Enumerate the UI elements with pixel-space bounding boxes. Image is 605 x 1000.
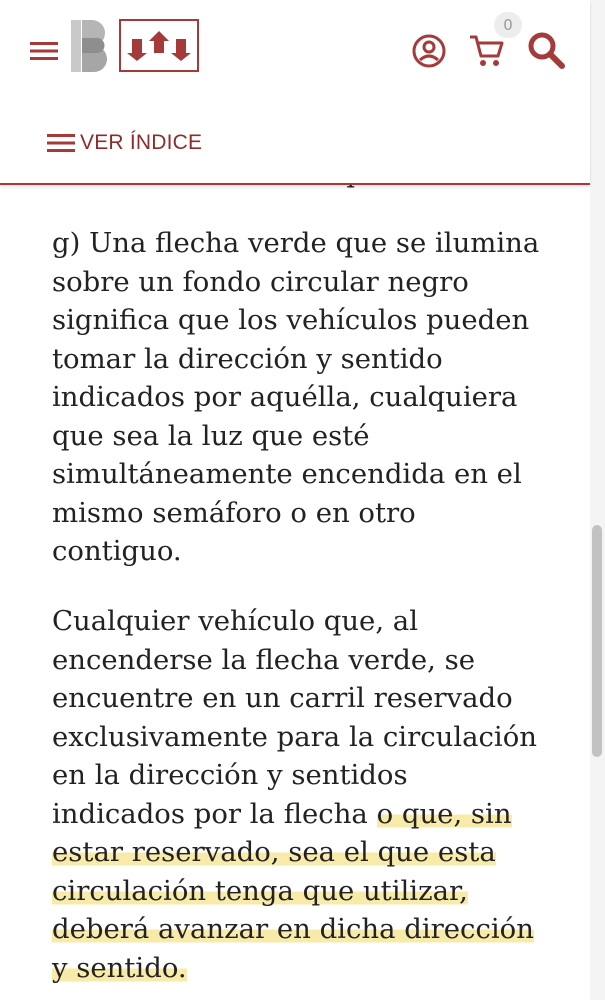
text-line: g) Una flecha verde que se ilumina <box>52 227 540 259</box>
text-line <box>52 910 572 949</box>
highlighted-text: y sentido. <box>52 951 187 984</box>
scrollbar-thumb[interactable] <box>592 525 602 757</box>
text-line: mismo semáforo o en otro <box>52 496 416 529</box>
account-icon[interactable] <box>411 33 447 69</box>
highlighted-text: estar reservado, sea el que esta <box>52 836 496 868</box>
text-line: sobre un fondo circular negro <box>52 265 469 298</box>
cart-icon[interactable] <box>468 34 506 68</box>
text-line: Cualquier vehículo que, al <box>52 605 418 637</box>
ver-indice-label: VER ÍNDICE <box>80 131 203 154</box>
paragraph-cualquier-vehiculo <box>52 602 572 987</box>
menu-icon[interactable] <box>28 36 60 66</box>
logo-arrows[interactable] <box>119 19 199 72</box>
highlighted-text: o que, sin <box>376 797 512 830</box>
logo-b[interactable] <box>70 18 110 74</box>
text-line <box>52 949 572 988</box>
cart-count-badge: 0 <box>494 12 522 38</box>
site-header <box>0 0 590 185</box>
text-segment: indicados por la flecha <box>52 797 377 830</box>
text-line: simultáneamente encendida en el <box>52 458 522 490</box>
text-line: tomar la dirección y sentido <box>52 342 443 375</box>
text-line: en la dirección y sentidos <box>52 759 408 791</box>
text-line <box>52 833 572 872</box>
highlighted-text: deberá avanzar en dicha dirección <box>52 913 534 945</box>
text-line: encenderse la flecha verde, se <box>52 643 476 676</box>
paragraph-g <box>52 224 572 571</box>
text-line: encuentre en un carril reservado <box>52 682 513 714</box>
ver-indice-button[interactable] <box>46 127 202 159</box>
text-line: que sea la luz que esté <box>52 419 370 452</box>
text-line: contiguo. <box>52 535 182 567</box>
text-line: indicados por aquélla, cualquiera <box>52 381 518 413</box>
text-line <box>52 795 572 834</box>
text-line <box>52 872 572 911</box>
text-line: exclusivamente para la circulación <box>52 720 537 753</box>
text-line: significa que los vehículos pueden <box>52 304 530 336</box>
index-menu-icon <box>46 131 76 155</box>
scrollbar-track[interactable] <box>590 0 605 1000</box>
highlighted-text: circulación tenga que utilizar, <box>52 874 468 907</box>
search-icon[interactable] <box>526 30 566 70</box>
